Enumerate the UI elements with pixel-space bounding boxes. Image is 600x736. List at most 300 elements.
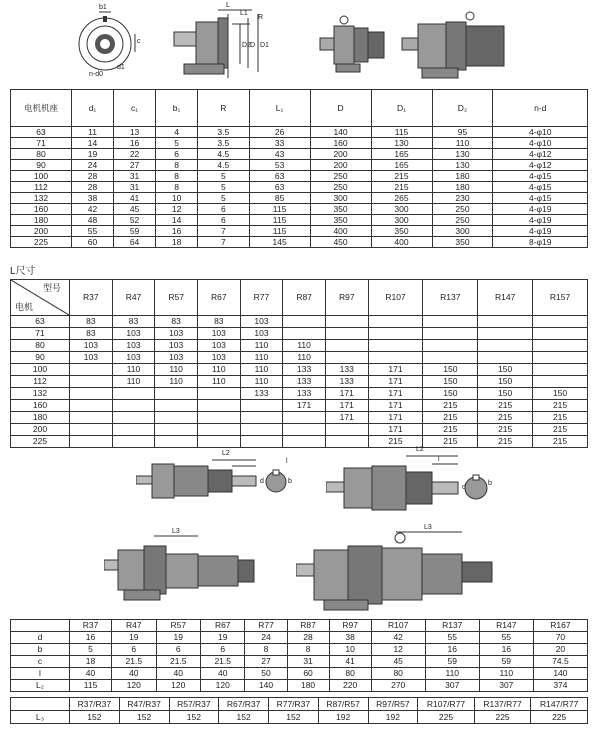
table-cell: 16 [70,632,112,644]
table-cell: 200 [310,149,371,160]
column-header: R137/R77 [474,698,531,711]
table-cell: 52 [114,215,156,226]
table-cell [155,412,198,424]
table-cell: 21.5 [201,656,245,668]
table-cell: 133 [325,376,368,388]
table-cell: 6 [156,644,200,656]
row-header-cell: 132 [11,193,72,204]
table-cell: 4-φ10 [493,127,588,138]
corner-label-model: 型号 [42,283,61,293]
table-cell: 103 [112,328,155,340]
label-b: b [288,478,292,485]
table-cell: 8 [245,644,287,656]
table-cell [283,436,326,448]
table-cell: 171 [368,376,423,388]
table-cell: 63 [249,182,310,193]
shaft-table-body [11,632,588,692]
table-cell [368,328,423,340]
table-cell: 4 [156,127,198,138]
table-cell: 24 [72,160,114,171]
table-cell: 103 [240,316,283,328]
table-cell: 225 [531,711,588,724]
table-cell: 171 [368,400,423,412]
row-header-cell: 90 [11,160,72,171]
row-header-cell: 200 [11,226,72,237]
table-cell: 14 [156,215,198,226]
table-cell: 110 [112,364,155,376]
table-cell: 5 [70,644,112,656]
table-cell: 6 [198,204,250,215]
table-cell [70,436,113,448]
table-row [11,237,588,248]
table-cell: 350 [371,226,432,237]
column-header: 电机机座 [11,90,72,127]
table-cell: 6 [198,215,250,226]
table-cell: 8 [156,160,198,171]
column-header: R67 [201,620,245,632]
table-cell: 21.5 [156,656,200,668]
table-cell: 140 [310,127,371,138]
table-cell: 45 [371,656,425,668]
table-cell: 150 [478,388,533,400]
table-cell: 215 [423,424,478,436]
table-cell [70,364,113,376]
table-cell [368,352,423,364]
table-cell: 85 [249,193,310,204]
table-cell: 4-φ12 [493,149,588,160]
table-cell: 215 [371,182,432,193]
table-cell: 103 [197,328,240,340]
table-cell: 103 [112,352,155,364]
table-cell: 83 [112,316,155,328]
table-cell: 215 [368,436,423,448]
table-cell: 152 [219,711,269,724]
table-cell [283,412,326,424]
flange-table-body [11,127,588,248]
table-cell [325,436,368,448]
table-row [11,215,588,226]
table-cell: 38 [72,193,114,204]
table-cell: 18 [156,237,198,248]
table-cell: 27 [245,656,287,668]
corner-label-motor: 电机 [15,302,34,312]
table-cell: 60 [72,237,114,248]
label-L1: L1 [240,10,248,17]
table-cell: 180 [432,182,493,193]
column-header: R147 [479,620,533,632]
table-cell [423,328,478,340]
table-cell: 40 [70,668,112,680]
table-cell [112,400,155,412]
table-cell: 74.5 [533,656,587,668]
table-row [11,376,588,388]
table-row [11,160,588,171]
combo-drawing-2 [296,524,502,612]
table-row [11,149,588,160]
column-header: D₁ [371,90,432,127]
table-cell: 265 [371,193,432,204]
table-row [11,204,588,215]
table-cell [423,316,478,328]
table-cell: 110 [479,668,533,680]
table-cell: 13 [114,127,156,138]
column-header: R87 [283,280,326,316]
column-header [11,698,70,711]
column-header: R [198,90,250,127]
table-cell: 83 [197,316,240,328]
table-cell: 21.5 [112,656,156,668]
row-header-cell: 63 [11,316,70,328]
table-cell: 4.5 [198,149,250,160]
table-cell: 307 [425,680,479,692]
table-cell: 43 [249,149,310,160]
table-cell: 8 [287,644,329,656]
column-header: b₁ [156,90,198,127]
side-view-drawing [170,4,280,82]
table-cell [155,436,198,448]
label-b1: b1 [99,4,107,11]
row-header-cell: b [11,644,70,656]
table-cell: 350 [310,215,371,226]
table-cell: 110 [240,376,283,388]
table-cell: 171 [368,388,423,400]
table-cell [325,340,368,352]
table-cell: 12 [156,204,198,215]
label-L3: L3 [424,524,432,531]
table-cell: 145 [249,237,310,248]
row-header-cell: 132 [11,388,70,400]
row-header-cell: 100 [11,171,72,182]
table-cell: 18 [70,656,112,668]
table-cell: 31 [287,656,329,668]
table-cell: 225 [474,711,531,724]
table-cell [368,340,423,352]
label-R: R [258,14,264,21]
table-cell [325,316,368,328]
table-cell: 200 [310,160,371,171]
label-D1: D1 [260,42,269,49]
row-header-cell: 112 [11,376,70,388]
column-header: R37 [70,620,112,632]
table-cell: 4-φ19 [493,226,588,237]
table-cell: 55 [425,632,479,644]
table-row [11,138,588,149]
table-row [11,668,588,680]
table-row [11,656,588,668]
diagonal-corner-cell [11,280,70,316]
table-cell: 7 [198,237,250,248]
table-cell: 45 [114,204,156,215]
label-b: b [488,480,492,487]
column-header: R57/R37 [169,698,219,711]
table-cell [197,424,240,436]
table-cell: 171 [283,400,326,412]
table-cell: 230 [432,193,493,204]
table-row [11,436,588,448]
label-nd0: n-d0 [89,71,104,78]
table-cell [197,436,240,448]
column-header: R57 [156,620,200,632]
table-cell: 4-φ15 [493,171,588,182]
label-d: d [462,484,466,491]
table-cell [368,316,423,328]
shaft-drawing-1 [136,450,306,508]
table-cell: 400 [371,237,432,248]
table-cell: 215 [423,400,478,412]
table-cell: 8-φ19 [493,237,588,248]
table-cell [70,412,113,424]
column-header: R77 [245,620,287,632]
table-cell: 27 [114,160,156,171]
table-cell: 171 [368,412,423,424]
table-cell: 3.5 [198,127,250,138]
table-cell: 95 [432,127,493,138]
table-cell: 80 [371,668,425,680]
table-cell: 16 [479,644,533,656]
table-cell: 150 [423,388,478,400]
shaft-dimension-table [10,619,588,692]
label-D2: D2 [242,42,251,49]
table-cell [478,340,533,352]
table-header-row [11,698,588,711]
table-cell: 300 [310,193,371,204]
column-header: R47 [112,280,155,316]
table-cell: 6 [112,644,156,656]
column-header: D₂ [432,90,493,127]
column-header: R97 [325,280,368,316]
table-cell: 20 [533,644,587,656]
table-cell: 180 [287,680,329,692]
table-cell: 103 [155,352,198,364]
table-cell [240,424,283,436]
table-cell: 83 [155,316,198,328]
l-table-body [11,316,588,448]
table-cell: 4-φ10 [493,138,588,149]
table-row [11,632,588,644]
label-l: l [438,456,440,463]
row-header-cell: 200 [11,424,70,436]
table-cell: 300 [371,215,432,226]
table-cell: 33 [249,138,310,149]
table-row [11,364,588,376]
table-cell: 110 [432,138,493,149]
table-row [11,352,588,364]
column-header: R87 [287,620,329,632]
combo-drawing-1 [104,524,260,606]
table-cell [155,388,198,400]
table-cell: 103 [197,340,240,352]
row-header-cell: 180 [11,215,72,226]
table-cell: 64 [114,237,156,248]
table-cell: 42 [72,204,114,215]
table-cell [283,328,326,340]
table-row [11,424,588,436]
table-cell [478,352,533,364]
table-cell: 215 [533,436,588,448]
row-header-cell: 90 [11,352,70,364]
table-cell: 110 [283,352,326,364]
table-cell: 400 [310,226,371,237]
row-header-cell: 160 [11,204,72,215]
table-cell: 152 [169,711,219,724]
table-cell [478,316,533,328]
table-cell: 59 [114,226,156,237]
table-cell: 150 [478,376,533,388]
table-cell [423,340,478,352]
table-cell [283,424,326,436]
label-L3: L3 [172,528,180,535]
reducer-small-drawing [318,14,388,76]
table-cell: 110 [197,376,240,388]
table-cell: 133 [325,364,368,376]
table-cell: 103 [70,340,113,352]
table-cell: 110 [240,352,283,364]
column-header: R57 [155,280,198,316]
table-cell: 450 [310,237,371,248]
table-cell: 59 [425,656,479,668]
table-cell: 192 [368,711,418,724]
table-cell: 40 [156,668,200,680]
table-cell: 8 [156,182,198,193]
table-cell: 103 [112,340,155,352]
column-header: R137 [425,620,479,632]
label-D: D [250,42,256,49]
label-l: l [286,458,288,465]
column-header: L₁ [249,90,310,127]
label-L2: L2 [222,450,230,457]
table-row [11,388,588,400]
table-cell: 130 [432,149,493,160]
table-row [11,400,588,412]
l-dimension-table [10,279,588,448]
table-header-row [11,280,588,316]
column-header: R97/R57 [368,698,418,711]
table-cell: 215 [533,400,588,412]
table-cell: 150 [478,364,533,376]
column-header: R67 [197,280,240,316]
table-cell: 215 [478,400,533,412]
row-header-cell: L₃ [11,711,70,724]
table-cell [70,424,113,436]
table-cell: 40 [201,668,245,680]
row-header-cell: 71 [11,328,70,340]
table-cell: 5 [198,193,250,204]
column-header: D [310,90,371,127]
table-cell: 19 [72,149,114,160]
table-cell: 19 [201,632,245,644]
table-cell: 160 [310,138,371,149]
flange-face-drawing [75,4,147,79]
table-cell: 80 [329,668,371,680]
table-cell [155,400,198,412]
table-cell: 4-φ15 [493,182,588,193]
table-row [11,182,588,193]
table-cell [423,352,478,364]
table-cell: 215 [423,412,478,424]
table-cell: 140 [245,680,287,692]
table-cell: 171 [368,424,423,436]
table-cell [70,400,113,412]
table-cell: 5 [198,171,250,182]
label-d: d [260,478,264,485]
table-cell: 26 [249,127,310,138]
combo-l3-table [10,697,588,724]
table-cell: 53 [249,160,310,171]
table-cell: 225 [418,711,475,724]
column-header: R67/R37 [219,698,269,711]
table-cell: 115 [371,127,432,138]
label-L2: L2 [416,446,424,453]
table-cell: 50 [245,668,287,680]
table-cell: 10 [329,644,371,656]
table-cell: 103 [240,328,283,340]
table-cell: 7 [198,226,250,237]
row-header-cell: L₂ [11,680,70,692]
table-cell: 180 [432,171,493,182]
table-cell: 120 [112,680,156,692]
table-cell: 6 [201,644,245,656]
table-cell: 250 [310,171,371,182]
table-cell [240,436,283,448]
column-header: R37 [70,280,113,316]
table-cell: 38 [329,632,371,644]
table-cell: 41 [329,656,371,668]
row-header-cell: d [11,632,70,644]
table-cell: 171 [368,364,423,376]
shaft-drawing-2 [326,446,498,512]
table-row [11,171,588,182]
table-cell [533,364,588,376]
table-cell: 215 [478,436,533,448]
table-cell: 110 [283,340,326,352]
table-cell [283,316,326,328]
table-cell: 28 [72,182,114,193]
table-cell: 16 [156,226,198,237]
table-cell: 130 [432,160,493,171]
row-header-cell: 100 [11,364,70,376]
table-cell [533,352,588,364]
column-header: R147 [478,280,533,316]
row-header-cell: 160 [11,400,70,412]
column-header: R77 [240,280,283,316]
table-cell: 4-φ12 [493,160,588,171]
table-cell: 42 [371,632,425,644]
table-cell: 220 [329,680,371,692]
row-header-cell: 80 [11,340,70,352]
table-cell: 19 [112,632,156,644]
row-header-cell: l [11,668,70,680]
table-cell [112,424,155,436]
table-cell: 55 [479,632,533,644]
table-cell [112,436,155,448]
combo-table-body [11,711,588,724]
table-cell: 103 [70,352,113,364]
table-cell: 19 [156,632,200,644]
table-cell [112,388,155,400]
reducer-large-drawing [400,10,510,82]
table-row [11,328,588,340]
table-cell: 350 [310,204,371,215]
table-cell: 83 [70,328,113,340]
row-header-cell: 225 [11,237,72,248]
table-cell: 59 [479,656,533,668]
label-c: c [137,38,141,45]
table-cell [325,424,368,436]
table-cell: 12 [371,644,425,656]
row-header-cell: 180 [11,412,70,424]
flange-dimension-table [10,89,588,248]
table-cell: 8 [156,171,198,182]
